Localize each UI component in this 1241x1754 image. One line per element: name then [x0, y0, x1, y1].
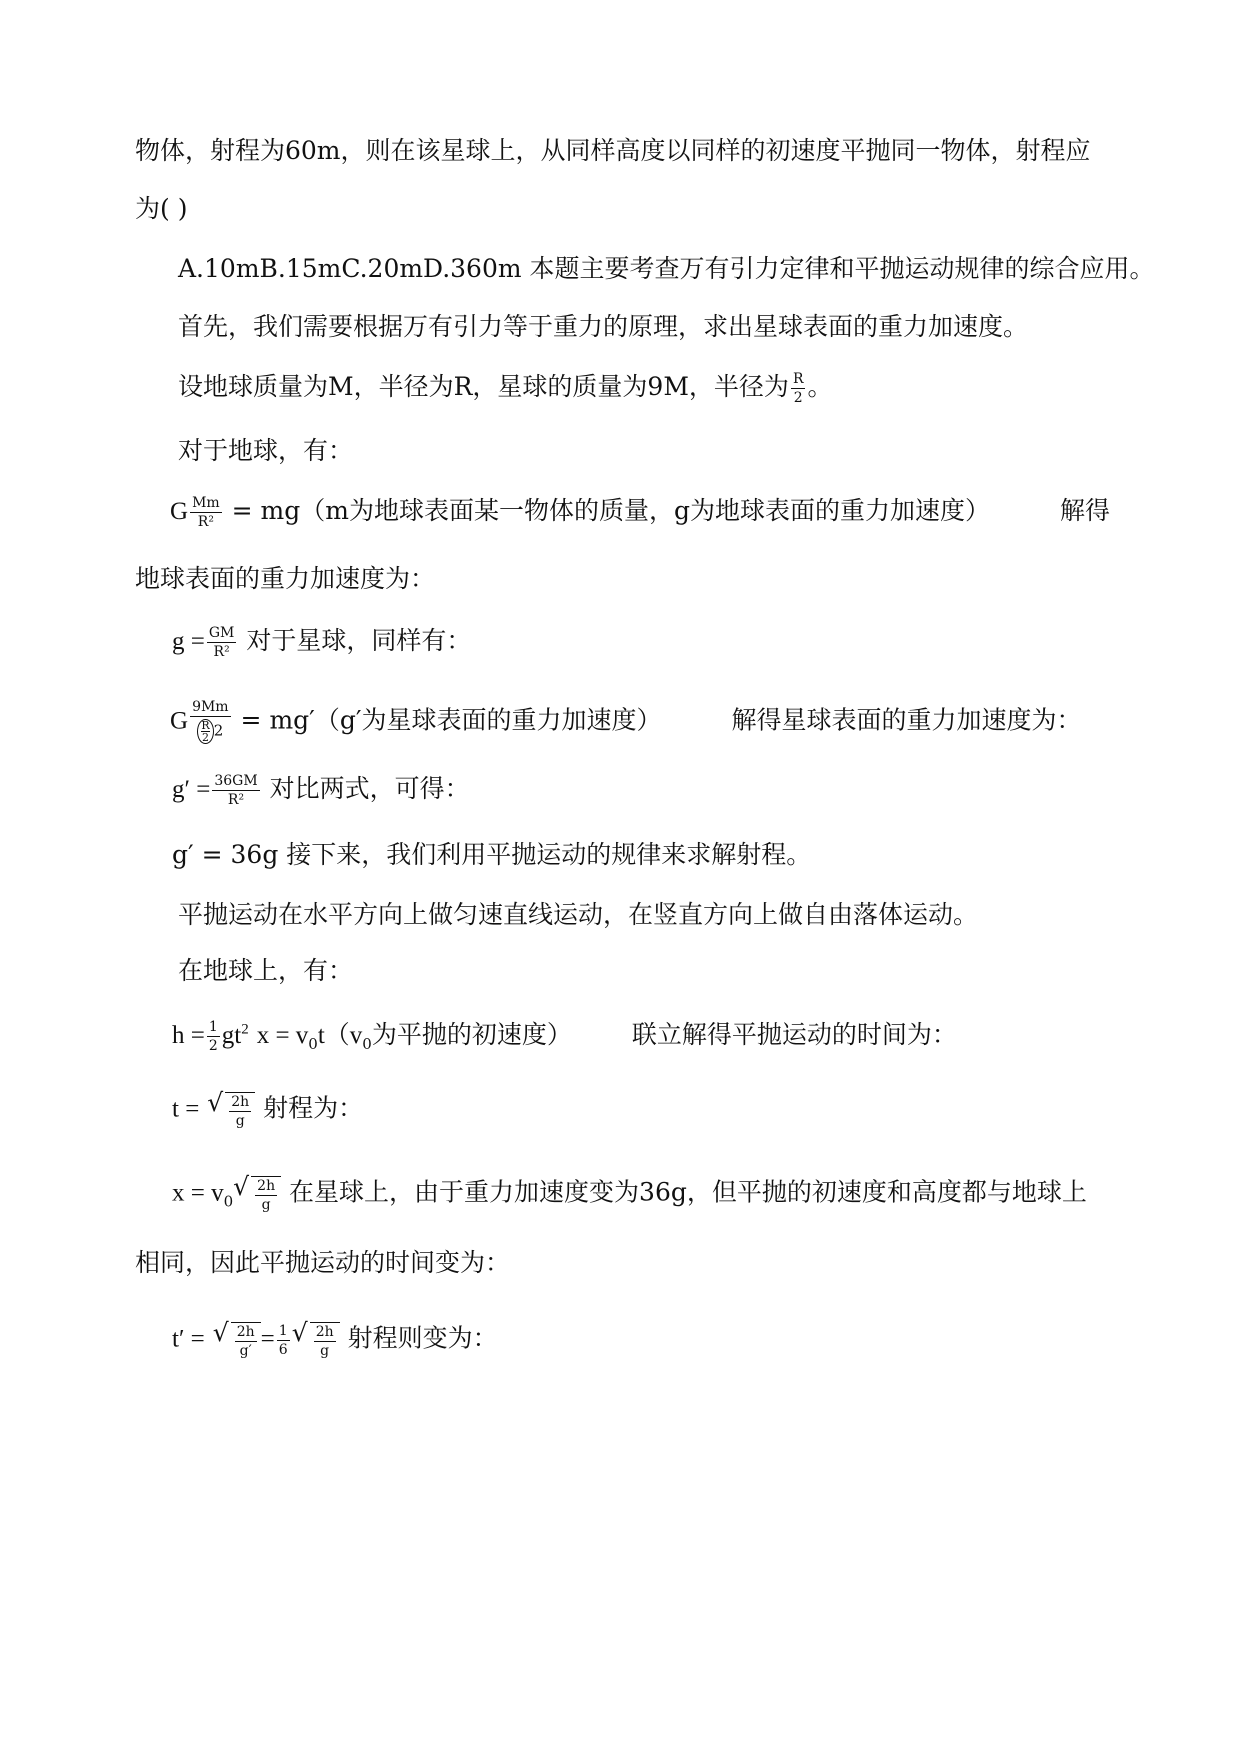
radical-sign: √	[212, 1318, 229, 1347]
symbol-G: G	[170, 498, 189, 525]
frac-den	[190, 717, 231, 744]
frac-den: g	[261, 1197, 271, 1213]
equation-projectile-earth	[172, 1020, 957, 1053]
subscript-zero: 0	[362, 1035, 372, 1053]
frac-den: 6	[278, 1341, 288, 1358]
equals-sign: =	[260, 1325, 275, 1353]
equation-17-text: 在星球上，由于重力加速度变为36g，但平抛的初速度和高度都与地球上	[289, 1177, 1087, 1207]
square-exponent: 2	[241, 1021, 249, 1038]
frac-num: 1	[278, 1322, 288, 1339]
frac-num: 2h	[315, 1324, 334, 1340]
frac-num: 9Mm	[192, 699, 229, 715]
sqrt-2h-over-g	[207, 1088, 255, 1129]
fraction-36gm-over-r2	[212, 774, 259, 807]
gprime-equals: g′ =	[172, 776, 211, 803]
paragraph-line-14: 在地球上，有：	[178, 956, 354, 985]
equation-time	[172, 1088, 364, 1129]
fraction-one-half	[207, 1020, 220, 1053]
equation-7-end: 解得	[1059, 496, 1110, 525]
radicand	[225, 1092, 255, 1128]
paragraph-line-8: 地球表面的重力加速度为：	[135, 564, 436, 593]
line-5-text: 设地球质量为M，半径为R，星球的质量为9M，半径为	[178, 372, 789, 401]
paragraph-line-6: 对于地球，有：	[178, 436, 354, 465]
equation-star-gravity	[170, 700, 1082, 744]
paragraph-line-18: 相同，因此平抛运动的时间变为：	[135, 1248, 511, 1277]
gt-squared	[222, 1022, 249, 1049]
equation-earth-gravity	[170, 496, 1110, 529]
fraction-9mm-over-r2-squared	[190, 700, 231, 744]
x-equals-v: x = v	[172, 1179, 224, 1207]
equation-15-text: 为平抛的初速度）	[371, 1020, 572, 1049]
equation-7-text: = mg（m为地球表面某一物体的质量，g为地球表面的重力加速度）	[231, 496, 990, 525]
frac-num: Mm	[192, 495, 220, 511]
frac-num: 36GM	[214, 773, 258, 789]
equation-19-text: 射程则变为：	[347, 1323, 498, 1353]
equation-9-text: 对于星球，同样有：	[246, 626, 472, 655]
fraction-2h-over-g	[255, 1179, 277, 1212]
inner-den: 2	[202, 731, 210, 744]
inner-num: R	[201, 719, 210, 732]
fraction-r-over-2	[791, 372, 806, 405]
sqrt-2h-over-gprime	[212, 1318, 261, 1359]
sqrt-2h-over-g	[291, 1318, 340, 1359]
frac-den: 2	[208, 1038, 218, 1054]
h-equals: h =	[172, 1022, 205, 1049]
frac-den: R²	[197, 514, 214, 530]
frac-den: 2	[793, 390, 803, 406]
x-equals-v: x = v	[256, 1022, 309, 1049]
equation-10-end: 解得星球表面的重力加速度为：	[731, 705, 1082, 735]
equation-15-end: 联立解得平抛运动的时间为：	[631, 1020, 957, 1049]
sqrt-2h-over-g	[233, 1172, 281, 1213]
paragraph-line-5	[178, 372, 833, 405]
frac-num: R	[792, 371, 804, 387]
frac-num: 2h	[236, 1324, 255, 1340]
paragraph-line-13: 平抛运动在水平方向上做匀速直线运动，在竖直方向上做自由落体运动。	[178, 900, 979, 929]
t-equals: t =	[172, 1095, 200, 1123]
fraction-2h-over-g	[314, 1325, 336, 1358]
fraction-one-sixth	[277, 1324, 290, 1357]
frac-den: R²	[227, 792, 245, 808]
frac-num: 1	[208, 1019, 218, 1035]
radicand	[231, 1322, 261, 1358]
equation-16-text: 射程为：	[263, 1093, 364, 1123]
radicand	[310, 1322, 340, 1358]
frac-num: GM	[208, 625, 235, 641]
paragraph-line-1: 物体，射程为60m，则在该星球上，从同样高度以同样的初速度平抛同一物体，射程应	[135, 136, 1091, 165]
subscript-zero: 0	[223, 1192, 234, 1211]
frac-num: 2h	[257, 1178, 276, 1194]
t-open-v: t（v	[317, 1022, 363, 1049]
paragraph-line-12: g′ = 36g 接下来，我们利用平抛运动的规律来求解射程。	[172, 840, 812, 869]
frac-den: g′	[239, 1343, 252, 1359]
frac-den: R²	[213, 644, 230, 660]
fraction-2h-over-g	[229, 1095, 251, 1128]
radical-sign: √	[233, 1172, 250, 1201]
gt-term: gt	[221, 1022, 242, 1049]
paragraph-line-2: 为( )	[135, 194, 188, 223]
symbol-G: G	[170, 707, 189, 735]
fraction-mm-over-r2	[190, 496, 222, 529]
subscript-zero: 0	[308, 1035, 318, 1053]
frac-num: 2h	[231, 1094, 250, 1110]
tprime-equals: t′ =	[172, 1325, 205, 1353]
fraction-2h-over-gprime	[235, 1325, 257, 1358]
radicand	[251, 1176, 281, 1212]
square-exponent: 2	[213, 721, 224, 740]
fraction-gm-over-r2	[207, 626, 237, 659]
answer-options-line: A.10mB.15mC.20mD.360m 本题主要考查万有引力定律和平抛运动规律的综合应用。	[178, 254, 1155, 283]
equation-11-text: 对比两式，可得：	[269, 774, 470, 803]
frac-den: g	[235, 1113, 245, 1129]
frac-den: g	[320, 1343, 330, 1359]
radical-sign: √	[291, 1318, 308, 1347]
equation-g-earth	[172, 626, 471, 659]
equation-g-star	[172, 774, 470, 807]
g-equals: g =	[172, 628, 205, 655]
equation-10-text: = mg′（g′为星球表面的重力加速度）	[240, 705, 662, 735]
r-over-2-parenthesis	[197, 719, 213, 744]
radical-sign: √	[207, 1088, 224, 1117]
paragraph-line-4: 首先，我们需要根据万有引力等于重力的原理，求出星球表面的重力加速度。	[178, 312, 1029, 341]
equation-range-earth	[172, 1172, 1087, 1213]
equation-time-star	[172, 1318, 498, 1359]
line-5-end: 。	[807, 372, 833, 401]
